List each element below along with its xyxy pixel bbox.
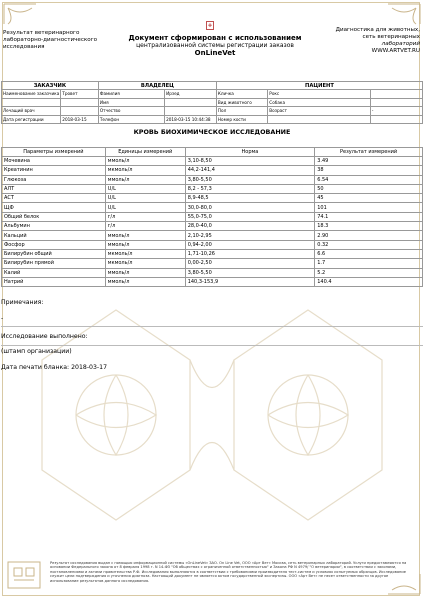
info-cell: - (370, 107, 422, 116)
info-cell (165, 107, 217, 116)
logo-icon: ✚ (207, 23, 213, 29)
customer-heading: ЗАКАЗЧИК (2, 82, 99, 90)
info-cell: Дата регистрации (2, 115, 61, 124)
norm-cell: 28,0-40,0 (185, 222, 315, 231)
info-cell: Собака (268, 98, 371, 107)
result-cell: 1.7 (315, 259, 423, 268)
info-cell: Наименование заказчика (3, 91, 60, 97)
unit-cell: ммоль/л (105, 157, 185, 166)
norm-cell: 44,2-141,4 (185, 166, 315, 175)
unit-cell: ммоль/л (105, 240, 185, 249)
info-cell: Возраст (268, 107, 371, 116)
parameter-cell: Билирубин прямой (2, 259, 106, 268)
result-row (2, 203, 423, 212)
print-date: Дата печати бланка: 2018-03-17 (1, 364, 108, 371)
unit-cell: U/L (105, 194, 185, 203)
result-row (2, 166, 423, 175)
doc-title: Документ сформирован с использованием (128, 34, 302, 42)
norm-cell: 3,10-8,50 (185, 157, 315, 166)
divider (1, 345, 423, 346)
result-row (2, 175, 423, 184)
col-header-units: Единицы измерений (105, 148, 185, 157)
company-line-1: Диагностика для животных, (335, 27, 420, 33)
result-row (2, 240, 423, 249)
info-body (2, 90, 423, 124)
parameter-cell: Глюкоза (2, 175, 106, 184)
norm-cell: 2,10-2,95 (185, 231, 315, 240)
result-row (2, 231, 423, 240)
patient-heading: ПАЦИЕНТ (216, 82, 422, 90)
unit-cell: ммоль/л (105, 231, 185, 240)
norm-cell: 140,3-153,9 (185, 277, 315, 286)
col-header-parameter: Параметры измерений (2, 148, 106, 157)
parameter-cell: Мочевина (2, 157, 106, 166)
unit-cell: г/л (105, 212, 185, 221)
info-cell: Номер кости (216, 115, 267, 124)
info-row (2, 90, 423, 99)
result-row (2, 268, 423, 277)
result-cell: 2.90 (315, 231, 423, 240)
result-cell: 5.2 (315, 268, 423, 277)
info-header-row (2, 82, 423, 90)
parameter-cell: Общий белок (2, 212, 106, 221)
parameter-cell: Фосфор (2, 240, 106, 249)
info-cell (61, 98, 99, 107)
results-body (2, 157, 423, 287)
document-header (120, 34, 310, 57)
result-cell: 18.3 (315, 222, 423, 231)
info-cell (165, 98, 217, 107)
norm-cell: 3,80-5,50 (185, 268, 315, 277)
info-cell: Фамилия (98, 90, 164, 99)
unit-cell: ммоль/л (105, 175, 185, 184)
parameter-cell: Креатинин (2, 166, 106, 175)
info-row (2, 115, 423, 124)
result-row (2, 277, 423, 286)
result-cell: 101 (315, 203, 423, 212)
notes-label: Примечания: (1, 299, 44, 306)
info-cell: 2018-03-15 10:44:38 (165, 115, 217, 124)
result-cell: 140.4 (315, 277, 423, 286)
norm-cell: 0,94-2,00 (185, 240, 315, 249)
company-site-link[interactable]: WWW.ARTVET.RU (371, 48, 420, 54)
info-cell: Рокс (268, 90, 371, 99)
parameter-cell: Билирубин общий (2, 249, 106, 258)
company-line-3: лабораторий (381, 41, 420, 47)
norm-cell: 1,71-10,26 (185, 249, 315, 258)
info-cell (268, 115, 371, 124)
result-row (2, 222, 423, 231)
norm-cell: 30,0-80,0 (185, 203, 315, 212)
result-cell: 3.49 (315, 157, 423, 166)
lab-caption: Результат ветеринарного лабораторно-диагностического исследования (3, 30, 98, 50)
info-cell (370, 115, 422, 124)
result-row (2, 157, 423, 166)
unit-cell: мкмоль/л (105, 259, 185, 268)
result-row (2, 259, 423, 268)
order-info-table (1, 81, 423, 124)
result-cell: 74.1 (315, 212, 423, 221)
info-cell: 2018-03-15 (61, 115, 99, 124)
unit-cell: мкмоль/л (105, 166, 185, 175)
col-header-norm: Норма (185, 148, 315, 157)
qr-ornament-icon (6, 560, 42, 590)
system-name: OnLineVet (194, 49, 236, 57)
norm-cell: 8,9-48,5 (185, 194, 315, 203)
info-cell (370, 90, 422, 99)
result-cell: 45 (315, 194, 423, 203)
performed-label: Исследование выполнено: (1, 333, 88, 340)
norm-cell: 55,0-75,0 (185, 212, 315, 221)
parameter-cell: Альбумин (2, 222, 106, 231)
info-cell (61, 107, 99, 116)
info-row (2, 107, 423, 116)
norm-cell: 8,2 - 57,3 (185, 184, 315, 193)
doc-subtitle: централизованной системы регистрации заказов (136, 42, 294, 49)
info-row (2, 98, 423, 107)
stamp-label: (штамп организации) (1, 348, 72, 355)
results-header-row (2, 148, 423, 157)
result-cell: 6.6 (315, 249, 423, 258)
info-cell: Тровет (61, 90, 99, 99)
col-header-result: Результат измерений (315, 148, 423, 157)
corner-ornament-top-left (2, 2, 38, 26)
unit-cell: ммоль/л (105, 277, 185, 286)
divider (1, 326, 423, 327)
info-cell: Лечащий врач (2, 107, 61, 116)
owner-heading: ВЛАДЕЛЕЦ (98, 82, 216, 90)
info-cell (2, 98, 61, 107)
section-title: КРОВЬ БИОХИМИЧЕСКОЕ ИССЛЕДОВАНИЕ (133, 128, 291, 136)
unit-cell: U/L (105, 184, 185, 193)
result-cell: 0.32 (315, 240, 423, 249)
parameter-cell: АСТ (2, 194, 106, 203)
unit-cell: ммоль/л (105, 268, 185, 277)
norm-cell: 3,80-5,50 (185, 175, 315, 184)
corner-ornament-top-right (386, 2, 422, 26)
info-cell: Пол (216, 107, 267, 116)
parameter-cell: АЛТ (2, 184, 106, 193)
result-row (2, 249, 423, 258)
notes-value: - (1, 315, 4, 322)
results-table (1, 147, 423, 287)
info-cell: Кличка (216, 90, 267, 99)
result-row (2, 212, 423, 221)
norm-cell: 0,00-2,50 (185, 259, 315, 268)
info-cell: Отчество (98, 107, 164, 116)
company-line-2: сеть ветеринарных (362, 34, 420, 40)
unit-cell: U/L (105, 203, 185, 212)
result-row (2, 184, 423, 193)
parameter-cell: Калий (2, 268, 106, 277)
info-cell (370, 98, 422, 107)
company-caption (310, 27, 420, 55)
legal-footer: Результат исследования выдан с помощью информационной системы «OnLineVet» ЗАО. On Line Vet, ООО «Арт Вет» Москва, сеть ветеринарных лабораторий. Услуги предоставляются на основании Федерального закона от 8 февраля 1998 г. N 14-ФЗ "Об обществах с ограниченной ответственностью" и Закона РФ N 4979/ "О ветеринарии", в соответствии с законами, постановлениями и актами правительства Р.Ф. Исследования выполняются в соответствии с требованиями производителя тест-систем и условиях испытуемых образцов. Исследование служит цели подтверждения и уточнения диагноза. Настоящий документ не является актом государственной экспертизы. ООО «Арт Вет» не несет ответственности за другое использование результатов данного исследования. (50, 561, 407, 583)
parameter-cell: ЩФ (2, 203, 106, 212)
unit-cell: мкмоль/л (105, 249, 185, 258)
info-cell: Имя (98, 98, 164, 107)
info-cell: Телефон (98, 115, 164, 124)
info-cell: Ирзед (165, 90, 217, 99)
result-cell: 50 (315, 184, 423, 193)
result-cell: 38 (315, 166, 423, 175)
parameter-cell: Кальций (2, 231, 106, 240)
parameter-cell: Натрий (2, 277, 106, 286)
result-row (2, 194, 423, 203)
unit-cell: г/л (105, 222, 185, 231)
result-cell: 6.54 (315, 175, 423, 184)
info-cell: Вид животного (216, 98, 267, 107)
